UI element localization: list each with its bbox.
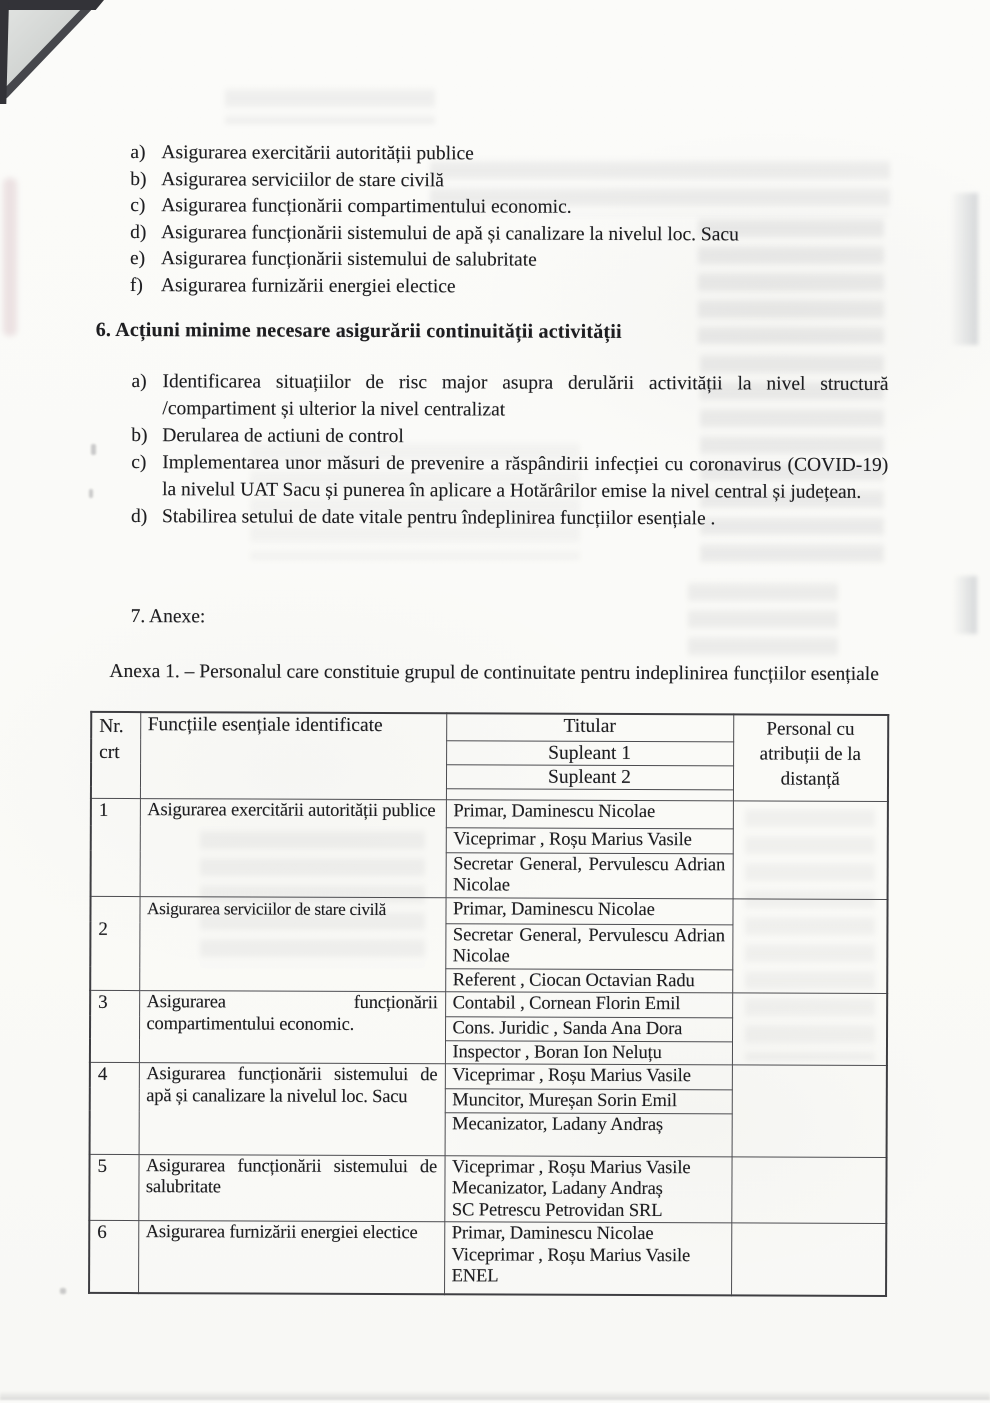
section6-heading: 6. Acțiuni minime necesare asigurării continuității activității <box>95 318 622 343</box>
list-item <box>130 220 950 250</box>
cell-person: Mecanizator, Ladany Andraș <box>445 1112 732 1156</box>
list-item-text: Asigurarea funcționării sistemului de salubritate <box>160 248 537 271</box>
cell-person: Viceprimar , Roșu Marius Vasile <box>445 1064 732 1090</box>
cell-person: Primar, Daminescu Nicolae <box>445 897 732 924</box>
anexa1-caption: Anexa 1. – Personalul care constituie grupul de continuitate pentru indeplinirea funcțiilor esențiale <box>109 660 879 685</box>
list-item <box>130 246 950 276</box>
table-header-functions: Funcțiile esențiale identificate <box>140 712 446 799</box>
folded-corner-artifact <box>0 0 140 130</box>
list-item-label: f) <box>129 275 143 297</box>
list-item-text: Implementarea unor măsuri de prevenire a răspândirii infecției cu coronavirus (COVID-19) la nivelul UAT Sacu și punerea în aplicare a Hotărârilor emise la nivel central și județean. <box>162 452 889 503</box>
table-header-remote: Personal cu atribuții de la distanță <box>733 714 888 801</box>
cell-person: Primar, Daminescu Nicolae <box>446 799 733 828</box>
cell-function: Asigurarea funcționării sistemului de apă și canalizare la nivelul loc. Sacu <box>139 1063 445 1156</box>
cell-person-group <box>444 1155 731 1223</box>
list-item <box>131 449 888 506</box>
list-item-label: e) <box>129 248 146 270</box>
cell-person: Secretar General, Pervulescu Adrian Nicolae <box>446 852 733 898</box>
list-item-text: Stabilirea setului de date vitale pentru îndeplinirea funcțiilor esențiale . <box>161 506 716 530</box>
cell-function: Asigurarea funcționării compartimentului economic. <box>139 991 445 1064</box>
cell-remote <box>733 800 888 899</box>
table-row <box>90 896 887 925</box>
list-item <box>130 167 950 197</box>
page-bottom-shadow <box>0 1391 990 1400</box>
cell-function: Asigurarea furnizării energiei electice <box>138 1221 444 1294</box>
list-item-text: Identificarea situațiilor de risc major asupra derulării activității la nivel structură /compartiment și ulterior la nivel centralizat <box>162 371 889 421</box>
list-item <box>130 193 950 223</box>
cell-nr: 5 <box>89 1154 138 1221</box>
table-header-titular: Titular <box>446 713 733 741</box>
list-item-text: Asigurarea furnizării energiei electice <box>160 275 456 298</box>
cell-remote <box>732 898 887 993</box>
cell-nr: 1 <box>91 798 140 896</box>
table-row <box>90 990 887 1018</box>
cell-nr: 3 <box>90 990 139 1062</box>
cell-nr: 4 <box>90 1062 139 1154</box>
list-item-text: Asigurarea serviciilor de stare civilă <box>161 168 444 191</box>
table-row <box>89 1154 886 1224</box>
cell-person: Referent , Ciocan Octavian Radu <box>445 968 732 993</box>
table-header-nr: Nr. crt <box>91 712 140 798</box>
personnel-table <box>88 711 889 1297</box>
list-item-label: b) <box>130 168 147 190</box>
list-item <box>131 368 888 425</box>
cell-function: Asigurarea exercitării autorității publice <box>140 798 446 897</box>
personnel-table-container <box>88 711 889 1297</box>
cell-person: SC Petrescu Petrovidan SRL <box>451 1199 663 1221</box>
cell-person: Contabil , Cornean Florin Emil <box>445 992 732 1018</box>
table-header-supleant-2: Supleant 2 <box>446 764 733 789</box>
cell-remote <box>731 1223 886 1296</box>
cell-person: Muncitor, Mureșan Sorin Emil <box>445 1089 732 1114</box>
list-item-label: c) <box>130 195 146 217</box>
table-row <box>90 1062 887 1090</box>
cell-remote <box>732 993 887 1066</box>
list-item-text: Asigurarea exercitării autorității publice <box>161 142 474 165</box>
table-row <box>89 1220 886 1295</box>
list-item-text: Asigurarea funcționării sistemului de apă și canalizare la nivelul loc. Sacu <box>161 221 739 246</box>
list-item-label: b) <box>131 425 148 447</box>
section7-heading: 7. Anexe: <box>130 606 206 628</box>
list-item <box>130 140 950 170</box>
cell-function: Asigurarea funcționării sistemului de salubritate <box>138 1154 444 1222</box>
cell-person: Viceprimar , Roșu Marius Vasile <box>451 1244 691 1266</box>
list-item <box>131 422 888 452</box>
cell-person: Viceprimar , Roșu Marius Vasile <box>446 827 733 853</box>
cell-nr: 2 <box>90 896 139 991</box>
list-item-label: c) <box>131 452 147 474</box>
cell-person: Inspector , Boran Ion Neluțu <box>445 1040 732 1065</box>
list-item <box>131 503 888 533</box>
table-row <box>91 798 888 829</box>
list-item <box>130 273 950 303</box>
folded-corner-edge-top <box>0 0 104 10</box>
list-item-text: Asigurarea funcționării compartimentului economic. <box>161 195 572 218</box>
cell-remote <box>731 1156 886 1223</box>
list-item-label: a) <box>130 142 146 164</box>
section6-list <box>131 368 889 533</box>
cell-person: Mecanizator, Ladany Andraș <box>451 1178 663 1200</box>
folded-corner-inner <box>0 0 120 120</box>
cell-person: ENEL <box>451 1266 499 1287</box>
cell-nr: 6 <box>89 1220 138 1292</box>
list-item-label: d) <box>130 506 148 528</box>
list-item-label: d) <box>130 221 147 243</box>
intro-list <box>130 140 951 303</box>
list-item-label: a) <box>131 371 147 393</box>
list-item-text: Derularea de actiuni de control <box>162 425 404 448</box>
cell-person: Cons. Juridic , Sanda Ana Dora <box>445 1017 732 1042</box>
cell-person: Primar, Daminescu Nicolae <box>451 1223 654 1245</box>
cell-remote <box>732 1065 887 1157</box>
cell-person: Viceprimar , Roșu Marius Vasile <box>451 1156 691 1178</box>
cell-function: Asigurarea serviciilor de stare civilă <box>139 896 445 992</box>
cell-person-group <box>444 1222 731 1295</box>
cell-person: Secretar General, Pervulescu Adrian Nicolae <box>445 923 732 969</box>
table-header-supleant-1: Supleant 1 <box>446 740 733 765</box>
